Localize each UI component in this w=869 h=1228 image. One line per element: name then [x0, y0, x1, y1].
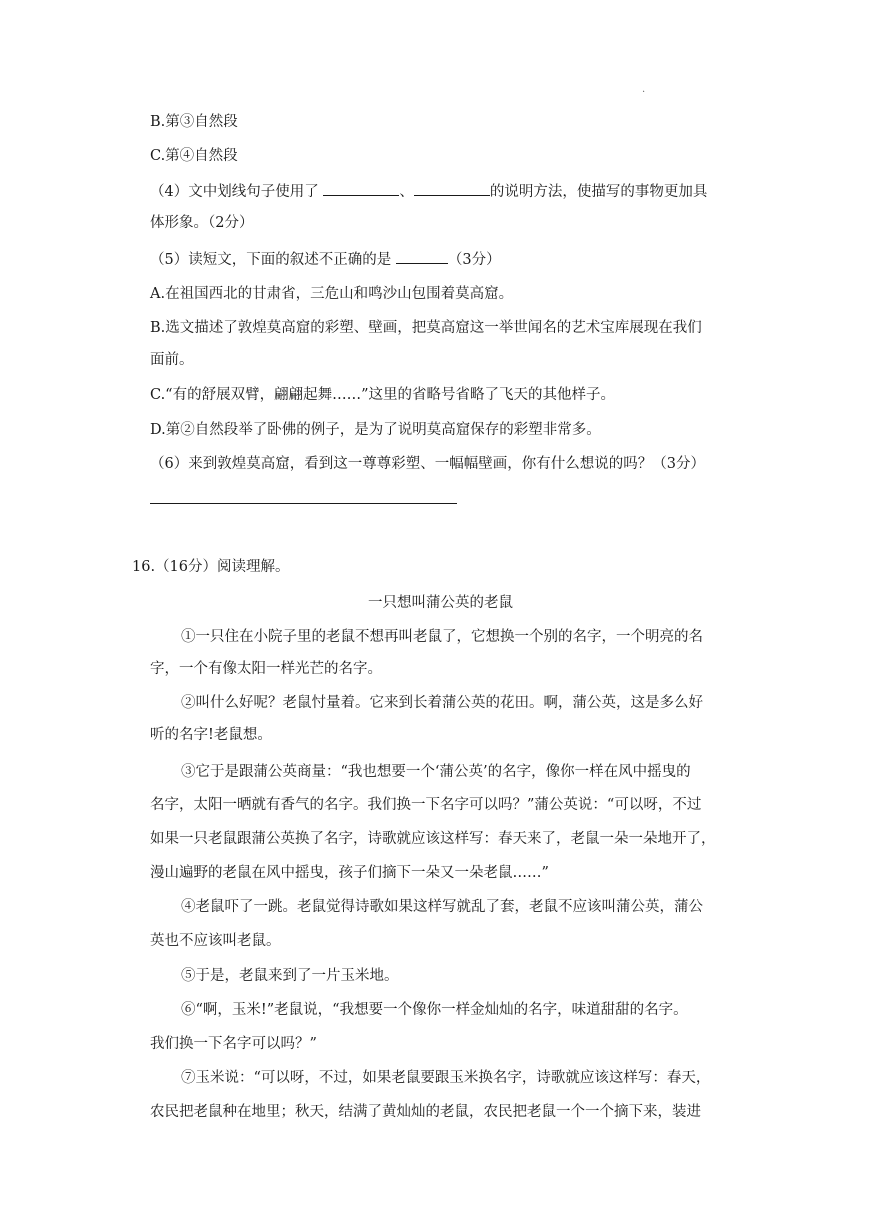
q5-prefix: （5）读短文，下面的叙述不正确的是	[150, 252, 396, 268]
question-16-heading: 16.（16分）阅读理解。	[132, 559, 290, 575]
q4-suffix: 的说明方法，使描写的事物更加具	[489, 184, 708, 200]
option-b: B.第③自然段	[150, 114, 238, 130]
passage-line: 农民把老鼠种在地里；秋天，结满了黄灿灿的老鼠，农民把老鼠一个一个摘下来，装进	[150, 1104, 701, 1120]
passage-line: ②叫什么好呢？老鼠忖量着。它来到长着蒲公英的花田。啊，蒲公英，这是多么好	[181, 695, 703, 711]
q5-suffix: （3分）	[447, 252, 501, 268]
question-4-cont: 体形象。（2分）	[150, 215, 254, 231]
passage-line: ⑦玉米说：“可以呀，不过，如果老鼠要跟玉米换名字，诗歌就应该这样写：春天，	[181, 1070, 711, 1086]
passage-line: 漫山遍野的老鼠在风中摇曳，孩子们摘下一朵又一朵老鼠……”	[150, 865, 549, 881]
passage-line: 英也不应该叫老鼠。	[150, 933, 281, 949]
question-5	[150, 248, 501, 270]
q4-blank-1[interactable]	[323, 180, 399, 196]
q5-option-c: C.“有的舒展双臂，翩翩起舞……”这里的省略号省略了飞天的其他样子。	[150, 387, 616, 403]
q4-blank-2[interactable]	[414, 180, 490, 196]
passage-line: ④老鼠吓了一跳。老鼠觉得诗歌如果这样写就乱了套，老鼠不应该叫蒲公英，蒲公	[181, 899, 703, 915]
passage-line: 我们换一下名字可以吗？”	[150, 1036, 317, 1052]
question-4	[150, 180, 707, 202]
passage-line: ⑥“啊，玉米!”老鼠说，“我想要一个像你一样金灿灿的名字，味道甜甜的名字。	[181, 1002, 688, 1018]
passage-line: 如果一只老鼠跟蒲公英换了名字，诗歌就应该这样写：春天来了，老鼠一朵一朵地开了，	[150, 831, 716, 847]
question-6: （6）来到敦煌莫高窟，看到这一尊尊彩塑、一幅幅壁画，你有什么想说的吗？（3分）	[150, 456, 705, 472]
passage-line: ①一只住在小院子里的老鼠不想再叫老鼠了，它想换一个别的名字，一个明亮的名	[181, 629, 703, 645]
q5-option-b: B.选文描述了敦煌莫高窟的彩塑、壁画，把莫高窟这一举世闻名的艺术宝库展现在我们	[150, 320, 702, 336]
passage-line: ③它于是跟蒲公英商量：“我也想要一个‘蒲公英’的名字，像你一样在风中摇曳的	[181, 764, 691, 780]
passage-line: 字，一个有像太阳一样光芒的名字。	[150, 661, 382, 677]
passage-line: 名字，太阳一晒就有香气的名字。我们换一下名字可以吗？”蒲公英说：“可以呀，不过	[150, 797, 702, 813]
passage-line: 听的名字!老鼠想。	[150, 727, 272, 743]
option-c: C.第④自然段	[150, 148, 238, 164]
passage-title: 一只想叫蒲公英的老鼠	[368, 595, 513, 611]
q5-blank[interactable]	[396, 248, 448, 264]
q4-prefix: （4）文中划线句子使用了	[150, 184, 324, 200]
q5-option-a: A.在祖国西北的甘肃省，三危山和鸣沙山包围着莫高窟。	[150, 286, 514, 302]
q6-answer-line[interactable]	[150, 503, 457, 504]
passage-line: ⑤于是，老鼠来到了一片玉米地。	[181, 968, 399, 984]
q5-option-d: D.第②自然段举了卧佛的例子，是为了说明莫高窟保存的彩塑非常多。	[150, 422, 601, 438]
corner-mark: .	[642, 84, 646, 95]
q5-option-b-cont: 面前。	[150, 352, 194, 368]
q4-separator: 、	[399, 184, 414, 200]
